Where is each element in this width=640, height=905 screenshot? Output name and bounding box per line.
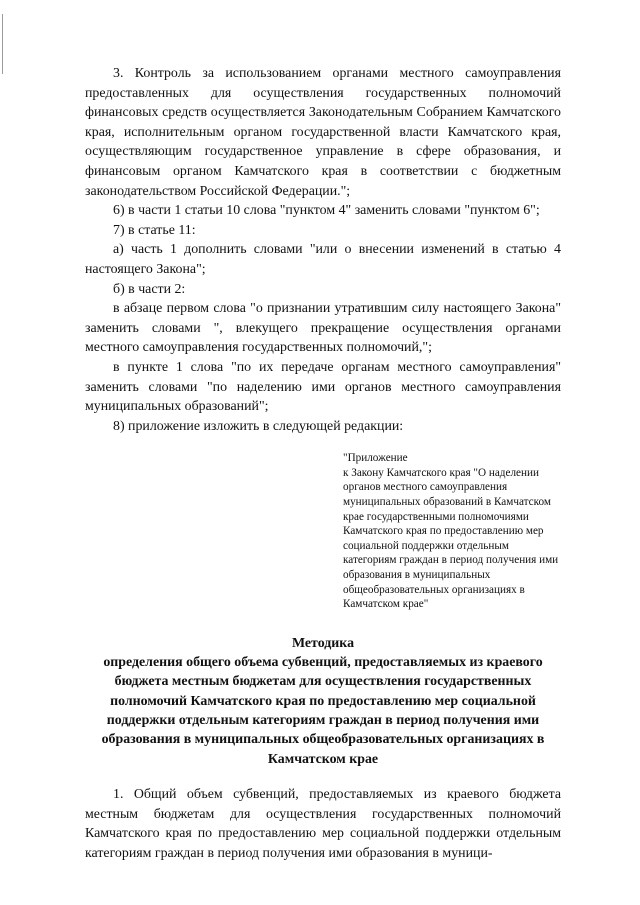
paragraph-abzac-first: в абзаце первом слова "о признании утратившим силу настоящего Закона" заменить словами ", влекущего прекращение осуществления органами местного самоуправления государственных полномочий,";	[85, 301, 561, 356]
paragraph-item-8: 8) приложение изложить в следующей редакции:	[113, 418, 404, 434]
paragraph-item-6: 6) в части 1 статьи 10 слова "пунктом 4" заменить словами "пунктом 6";	[113, 203, 540, 219]
methodology-paragraph-1: 1. Общий объем субвенций, предоставляемых из краевого бюджета местным бюджетам для осуществления государственных полномочий Камчатского края по предоставлению мер социальной поддержки отдельным категориям граждан в период получения ими образования в муници-	[85, 787, 561, 862]
appendix-heading: "Приложение	[343, 452, 408, 465]
scan-edge-mark	[2, 14, 3, 74]
methodology-subtitle: определения общего объема субвенций, предоставляемых из краевого бюджета местным бюджетам для осуществления государственных полномочий Камчатского края по предоставлению мер социальной поддержки отдельным категориям граждан в период получения ими образования в муниципальных общеобразовательных организациях в Камчатском крае	[101, 654, 545, 767]
paragraph-punkt-1: в пункте 1 слова "по их передаче органам местного самоуправления" заменить словами "по наделению ими органов местного самоуправления муниципальных образований";	[85, 359, 561, 415]
paragraph-item-7: 7) в статье 11:	[113, 222, 196, 238]
paragraph-item-7a: а) часть 1 дополнить словами "или о внесении изменений в статью 4 настоящего Закона";	[85, 242, 561, 277]
appendix-reference	[343, 451, 561, 612]
methodology-title: Методика	[291, 635, 355, 651]
appendix-body: к Закону Камчатского края "О наделении органов местного самоуправления муниципальных образований в Камчатском крае государственными полномочиями Камчатского края по предоставлению мер социальной поддержки отдельным категориям граждан в период получения ими образования в муниципальных общеобразовательных организациях в Камчатском крае"	[343, 466, 559, 611]
paragraph-control: 3. Контроль за использованием органами местного самоуправления предоставленных для осуществления государственных полномочий финансовых средств осуществляется Законодательным Собранием Камчатского края, исполнительным органом государственной власти Камчатского края, осуществляющим государственное управление в сфере образования, и финансовым органом Камчатского края в соответствии с бюджетным законодательством Российской Федерации.";	[85, 66, 561, 199]
paragraph-item-7b: б) в части 2:	[113, 281, 186, 297]
document-page	[85, 64, 561, 864]
